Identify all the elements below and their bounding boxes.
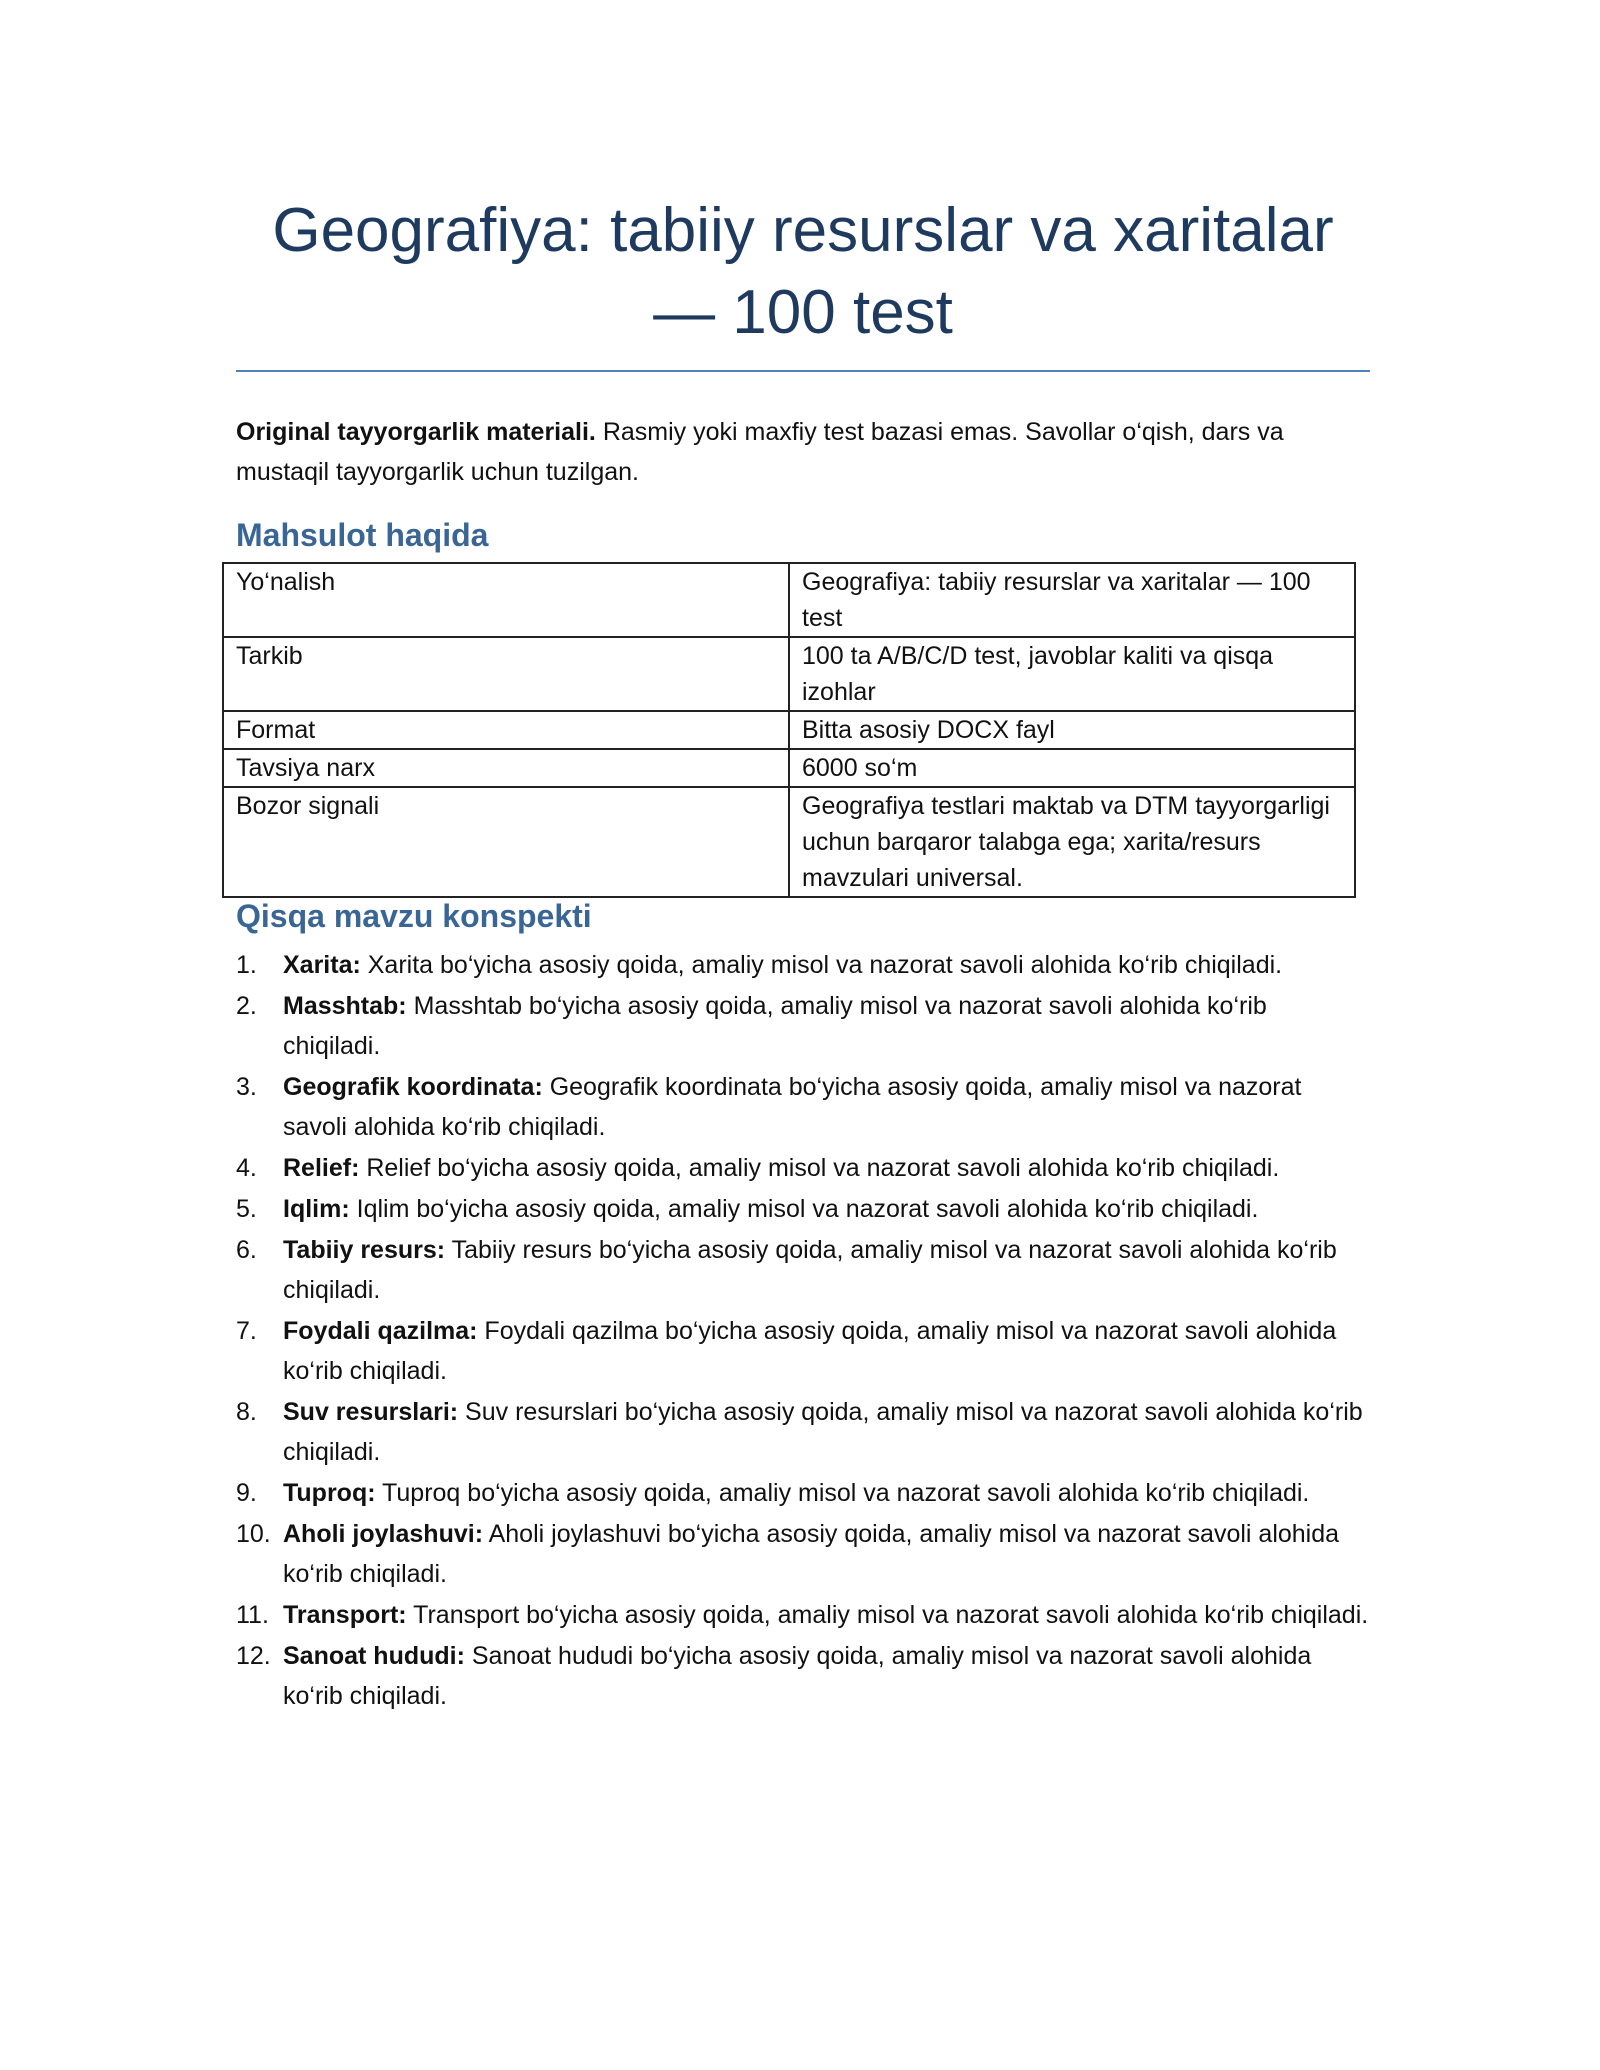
document-page — [236, 190, 1370, 1717]
topic-text: Masshtab bo‘yicha asosiy qoida, amaliy misol va nazorat savoli alohida ko‘rib chiqiladi. — [283, 992, 1267, 1060]
topic-term: Tuproq: — [283, 1479, 376, 1507]
list-item — [236, 1148, 1370, 1188]
list-item — [236, 1189, 1370, 1229]
topic-text: Suv resurslari bo‘yicha asosiy qoida, amaliy misol va nazorat savoli alohida ko‘rib chiqiladi. — [283, 1398, 1363, 1466]
topic-term: Tabiiy resurs: — [283, 1236, 446, 1264]
list-number: 3. — [236, 1073, 257, 1101]
list-number: 12. — [236, 1642, 271, 1670]
table-value: 6000 so‘m — [789, 749, 1355, 787]
intro-text: Rasmiy yoki maxfiy test bazasi emas. Savollar o‘qish, dars va mustaqil tayyorgarlik uchun tuzilgan. — [236, 418, 1284, 486]
list-item — [236, 986, 1370, 1066]
topic-term: Geografik koordinata: — [283, 1073, 543, 1101]
table-row — [223, 563, 1355, 637]
topic-term: Sanoat hududi: — [283, 1642, 465, 1670]
topic-text: Xarita bo‘yicha asosiy qoida, amaliy misol va nazorat savoli alohida ko‘rib chiqiladi. — [360, 951, 1283, 979]
list-number: 7. — [236, 1317, 257, 1345]
product-heading: Mahsulot haqida — [236, 517, 489, 553]
table-row — [223, 711, 1355, 749]
topic-text: Geografik koordinata bo‘yicha asosiy qoida, amaliy misol va nazorat savoli alohida ko‘rib chiqiladi. — [283, 1073, 1302, 1141]
topic-term: Relief: — [283, 1154, 360, 1182]
table-key: Format — [223, 711, 789, 749]
table-value: 100 ta A/B/C/D test, javoblar kaliti va qisqa izohlar — [789, 637, 1355, 711]
table-key: Bozor signali — [223, 787, 789, 897]
list-item — [236, 1514, 1370, 1594]
list-number: 1. — [236, 951, 257, 979]
topics-list — [236, 945, 1370, 1716]
table-row — [223, 637, 1355, 711]
list-item — [236, 1230, 1370, 1310]
list-number: 9. — [236, 1479, 257, 1507]
product-table — [222, 562, 1356, 898]
list-number: 2. — [236, 992, 257, 1020]
list-item — [236, 1067, 1370, 1147]
table-row — [223, 749, 1355, 787]
table-key: Tavsiya narx — [223, 749, 789, 787]
list-item — [236, 1636, 1370, 1716]
list-number: 11. — [236, 1601, 269, 1629]
topic-text: Iqlim bo‘yicha asosiy qoida, amaliy misol va nazorat savoli alohida ko‘rib chiqiladi. — [349, 1195, 1259, 1223]
list-item — [236, 1473, 1370, 1513]
topic-text: Foydali qazilma bo‘yicha asosiy qoida, amaliy misol va nazorat savoli alohida ko‘rib chiqiladi. — [283, 1317, 1337, 1385]
topic-text: Tabiiy resurs bo‘yicha asosiy qoida, amaliy misol va nazorat savoli alohida ko‘rib chiqiladi. — [283, 1236, 1337, 1304]
list-number: 5. — [236, 1195, 257, 1223]
topics-heading: Qisqa mavzu konspekti — [236, 898, 592, 934]
intro-bold: Original tayyorgarlik materiali. — [236, 418, 596, 446]
topic-term: Transport: — [283, 1601, 407, 1629]
topic-term: Masshtab: — [283, 992, 407, 1020]
topic-text: Transport bo‘yicha asosiy qoida, amaliy misol va nazorat savoli alohida ko‘rib chiqiladi. — [406, 1601, 1369, 1629]
topic-term: Foydali qazilma: — [283, 1317, 478, 1345]
list-number: 4. — [236, 1154, 257, 1182]
topic-text: Aholi joylashuvi bo‘yicha asosiy qoida, amaliy misol va nazorat savoli alohida ko‘rib chiqiladi. — [283, 1520, 1340, 1588]
list-number: 8. — [236, 1398, 257, 1426]
list-item — [236, 1392, 1370, 1472]
list-number: 6. — [236, 1236, 257, 1264]
list-number: 10. — [236, 1520, 271, 1548]
topic-text: Relief bo‘yicha asosiy qoida, amaliy misol va nazorat savoli alohida ko‘rib chiqiladi. — [359, 1154, 1280, 1182]
table-value: Geografiya: tabiiy resurslar va xaritalar — 100 test — [789, 563, 1355, 637]
topic-term: Suv resurslari: — [283, 1398, 459, 1426]
table-key: Tarkib — [223, 637, 789, 711]
topic-text: Tuproq bo‘yicha asosiy qoida, amaliy misol va nazorat savoli alohida ko‘rib chiqiladi. — [375, 1479, 1310, 1507]
topic-text: Sanoat hududi bo‘yicha asosiy qoida, amaliy misol va nazorat savoli alohida ko‘rib chiqiladi. — [283, 1642, 1312, 1710]
document-title: Geografiya: tabiiy resurslar va xaritalar — 100 test — [236, 190, 1370, 372]
list-item — [236, 945, 1370, 985]
table-value: Bitta asosiy DOCX fayl — [789, 711, 1355, 749]
topic-term: Xarita: — [283, 951, 361, 979]
topic-term: Iqlim: — [283, 1195, 350, 1223]
topic-term: Aholi joylashuvi: — [283, 1520, 484, 1548]
list-item — [236, 1311, 1370, 1391]
list-item — [236, 1595, 1370, 1635]
table-key: Yo‘nalish — [223, 563, 789, 637]
table-value: Geografiya testlari maktab va DTM tayyorgarligi uchun barqaror talabga ega; xarita/resurs mavzulari universal. — [789, 787, 1355, 897]
intro-paragraph — [236, 412, 1370, 492]
table-row — [223, 787, 1355, 897]
